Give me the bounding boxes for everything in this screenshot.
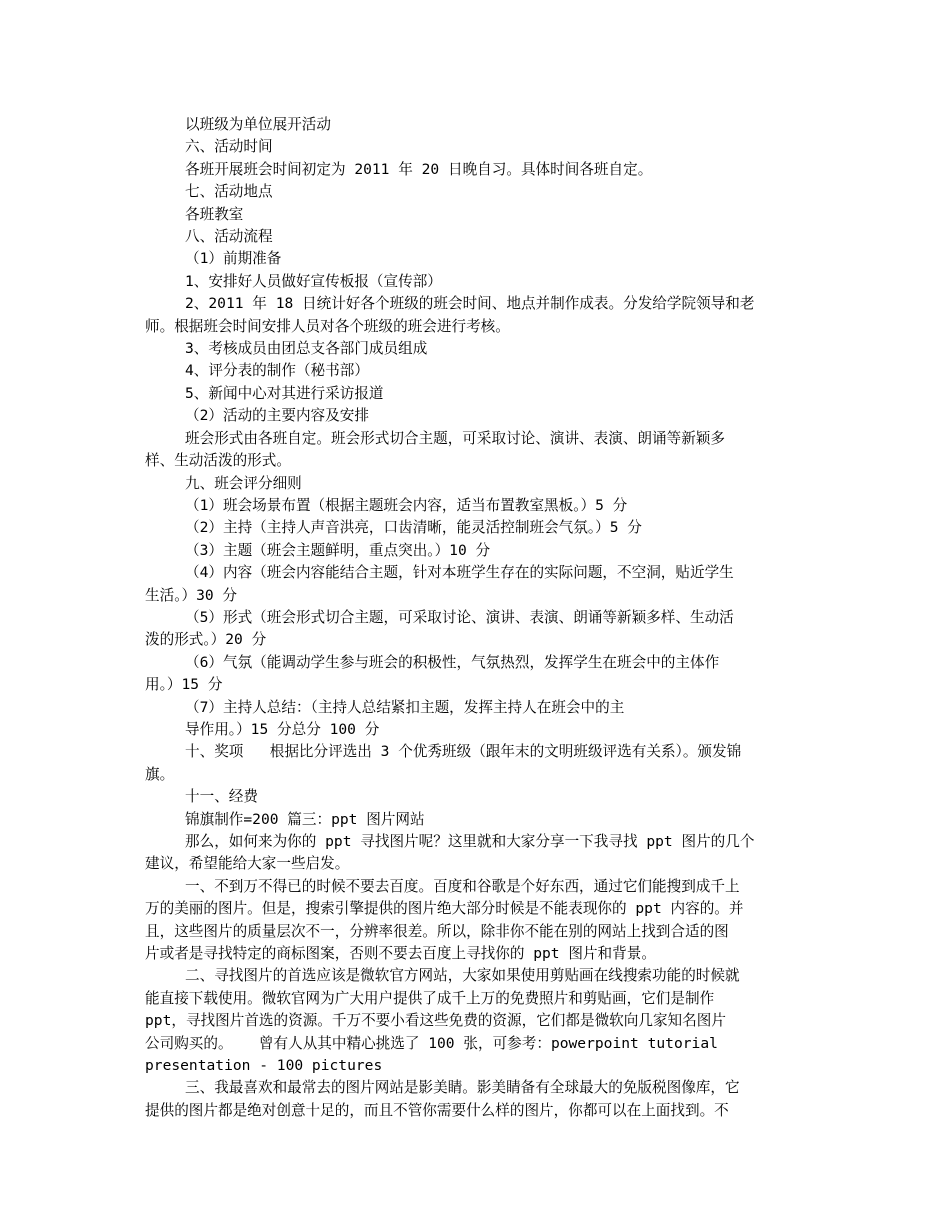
- text-line: 建议，希望能给大家一些启发。: [145, 855, 350, 873]
- text-line: （1）班会场景布置（根据主题班会内容，适当布置教室黑板。）5 分: [185, 496, 628, 514]
- text-line: 那么，如何来为你的 ppt 寻找图片呢？这里就和大家分享一下我寻找 ppt 图片的几个: [185, 833, 755, 850]
- text-line: （2）活动的主要内容及安排: [185, 407, 369, 425]
- text-line: presentation - 100 pictures: [145, 1057, 383, 1075]
- text-line: 各班开展班会时间初定为 2011 年 20 日晚自习。具体时间各班自定。: [185, 160, 653, 178]
- text-line: 师。根据班会时间安排人员对各个班级的班会进行考核。: [145, 317, 510, 335]
- document-body: [145, 114, 810, 1122]
- text-line: 六、活动时间: [185, 138, 273, 156]
- text-line: 七、活动地点: [185, 183, 273, 201]
- text-line: （7）主持人总结：（主持人总结紧扣主题，发挥主持人在班会中的主: [185, 698, 625, 716]
- text-line: 十、奖项 根据比分评选出 3 个优秀班级（跟年末的文明班级评选有关系）。颁发锦: [185, 743, 742, 761]
- text-line: 提供的图片都是绝对创意十足的，而且不管你需要什么样的图片，你都可以在上面找到。不: [145, 1101, 729, 1119]
- text-line: （2）主持（主持人声音洪亮，口齿清晰，能灵活控制班会气氛。）5 分: [185, 519, 642, 537]
- text-line: 导作用。）15 分总分 100 分: [185, 720, 380, 738]
- text-line: 泼的形式。）20 分: [145, 631, 267, 649]
- text-line: 能直接下载使用。微软官网为广大用户提供了成千上万的免费照片和剪贴画，它们是制作: [145, 989, 715, 1007]
- text-line: 且，这些图片的质量层次不一，分辨率很差。所以，除非你不能在别的网站上找到合适的图: [145, 922, 729, 940]
- text-line: （1）前期准备: [185, 250, 282, 268]
- text-line: 锦旗制作=200 篇三：ppt 图片网站: [185, 810, 425, 828]
- text-line: （4）内容（班会内容能结合主题，针对本班学生存在的实际问题，不空洞，贴近学生: [185, 564, 734, 582]
- text-line: 3、考核成员由团总支各部门成员组成: [185, 340, 428, 358]
- text-line: 一、不到万不得已的时候不要去百度。百度和谷歌是个好东西，通过它们能搜到成千上: [185, 877, 740, 895]
- text-line: 万的美丽的图片。但是，搜索引擎提供的图片绝大部分时候是不能表现你的 ppt 内容的。并: [145, 900, 744, 918]
- text-line: 九、班会评分细则: [185, 474, 302, 492]
- text-line: 生活。）30 分: [145, 586, 238, 604]
- text-line: 2、2011 年 18 日统计好各个班级的班会时间、地点并制作成表。分发给学院领导和老: [185, 295, 755, 313]
- text-line: （6）气氛（能调动学生参与班会的积极性，气氛热烈，发挥学生在班会中的主体作: [185, 653, 720, 671]
- text-line: 二、寻找图片的首选应该是微软官方网站，大家如果使用剪贴画在线搜索功能的时候就: [185, 967, 740, 985]
- text-line: 1、安排好人员做好宣传板报（宣传部）: [185, 272, 442, 290]
- text-line: 样、生动活泼的形式。: [145, 452, 291, 470]
- text-line: 以班级为单位展开活动: [185, 116, 331, 133]
- text-line: 片或者是寻找特定的商标图案，否则不要去百度上寻找你的 ppt 图片和背景。: [145, 945, 656, 963]
- text-line: 5、新闻中心对其进行采访报道: [185, 384, 384, 402]
- text-line: （5）形式（班会形式切合主题，可采取讨论、演讲、表演、朗诵等新颖多样、生动活: [185, 608, 734, 626]
- text-line: （3）主题（班会主题鲜明，重点突出。）10 分: [185, 541, 491, 559]
- text-line: 公司购买的。 曾有人从其中精心挑选了 100 张，可参考：powerpoint tutorial: [145, 1034, 718, 1052]
- text-line: 十一、经费: [185, 788, 258, 806]
- text-line: ppt，寻找图片首选的资源。千万不要小看这些免费的资源，它们都是微软向几家知名图片: [145, 1012, 726, 1030]
- text-line: 4、评分表的制作（秘书部）: [185, 362, 369, 380]
- text-line: 班会形式由各班自定。班会形式切合主题，可采取讨论、演讲、表演、朗诵等新颖多: [185, 429, 725, 447]
- text-line: 八、活动流程: [185, 228, 273, 246]
- text-line: 用。）15 分: [145, 676, 223, 694]
- text-line: 各班教室: [185, 205, 244, 223]
- text-line: 旗。: [145, 765, 175, 783]
- text-line: 三、我最喜欢和最常去的图片网站是影美睛。影美睛备有全球最大的免版税图像库，它: [185, 1079, 740, 1097]
